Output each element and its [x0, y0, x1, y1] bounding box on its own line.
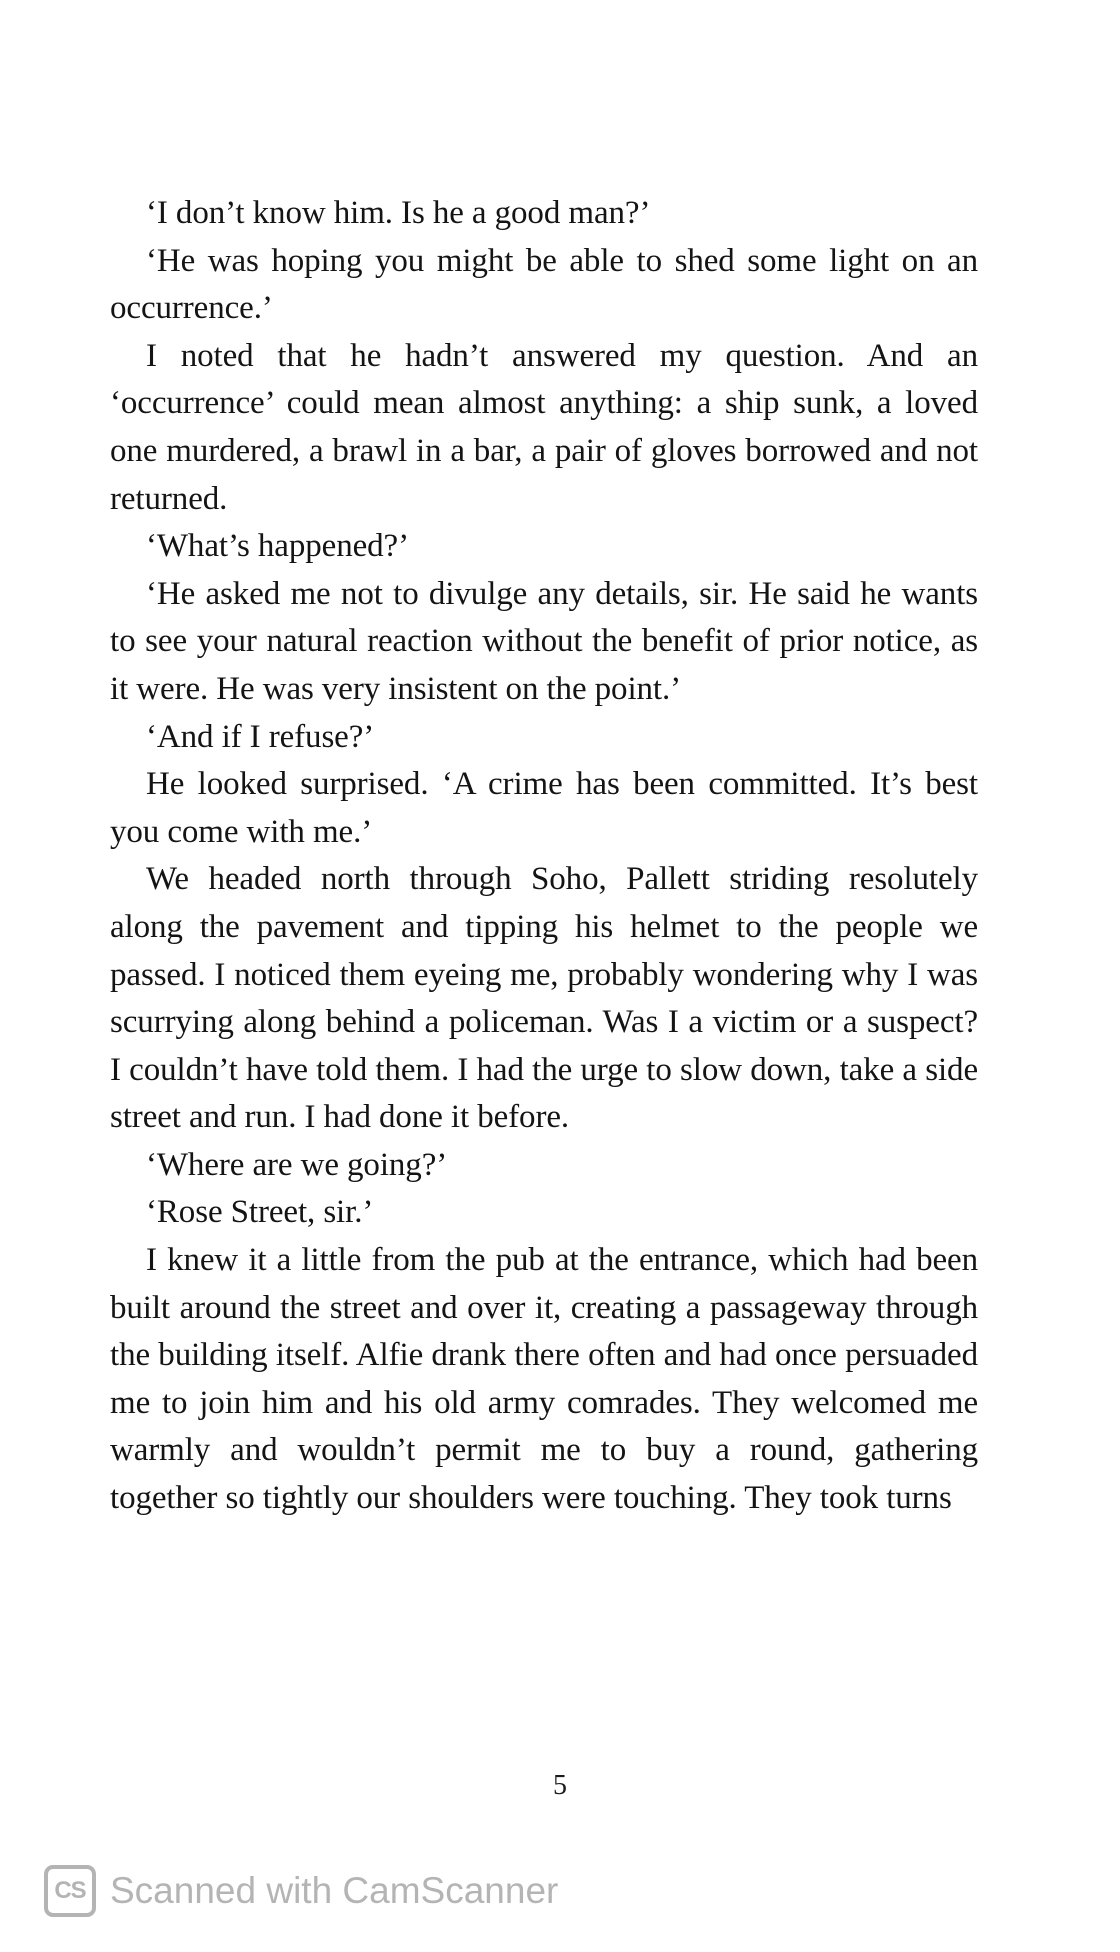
paragraph: ‘What’s happened?’: [146, 528, 409, 565]
body-text: [110, 190, 978, 1523]
page-number: 5: [553, 1770, 567, 1801]
paragraph: ‘And if I refuse?’: [146, 718, 375, 755]
paragraph: I knew it a little from the pub at the entrance, which had been built around the street and over it, creating a passageway through the building itself. Alfie drank there often and had once persuaded me to join him and his old army comrades. They welcomed me warmly and wouldn’t permit me to buy a round, gathering together so tightly our shoulders were touching. They took turns: [110, 1242, 978, 1517]
paragraph: I noted that he hadn’t answered my question. And an ‘occurrence’ could mean almost anything: a ship sunk, a loved one murdered, a brawl in a bar, a pair of gloves borrowed and not returned.: [110, 337, 978, 517]
paragraph: ‘Where are we going?’: [146, 1146, 448, 1183]
paragraph: ‘He asked me not to divulge any details, sir. He said he wants to see your natural reaction without the benefit of prior notice, as it were. He was very insistent on the point.’: [110, 575, 978, 707]
paragraph: He looked surprised. ‘A crime has been committed. It’s best you come with me.’: [110, 766, 978, 850]
paragraph: ‘I don’t know him. Is he a good man?’: [146, 195, 651, 231]
paragraph: ‘He was hoping you might be able to shed some light on an occurrence.’: [110, 242, 978, 327]
watermark-text: Scanned with CamScanner: [110, 1870, 559, 1911]
paragraph: We headed north through Soho, Pallett striding resolutely along the pavement and tipping his helmet to the people we passed. I noticed them eyeing me, probably wondering why I was scurrying along behind a policeman. Was I a victim or a suspect? I couldn’t have told them. I had the urge to slow down, take a side street and run. I had done it before.: [110, 861, 978, 1136]
camscanner-watermark: [44, 1862, 558, 1920]
paragraph: ‘Rose Street, sir.’: [146, 1194, 374, 1231]
camscanner-logo-icon: CS: [44, 1865, 96, 1917]
